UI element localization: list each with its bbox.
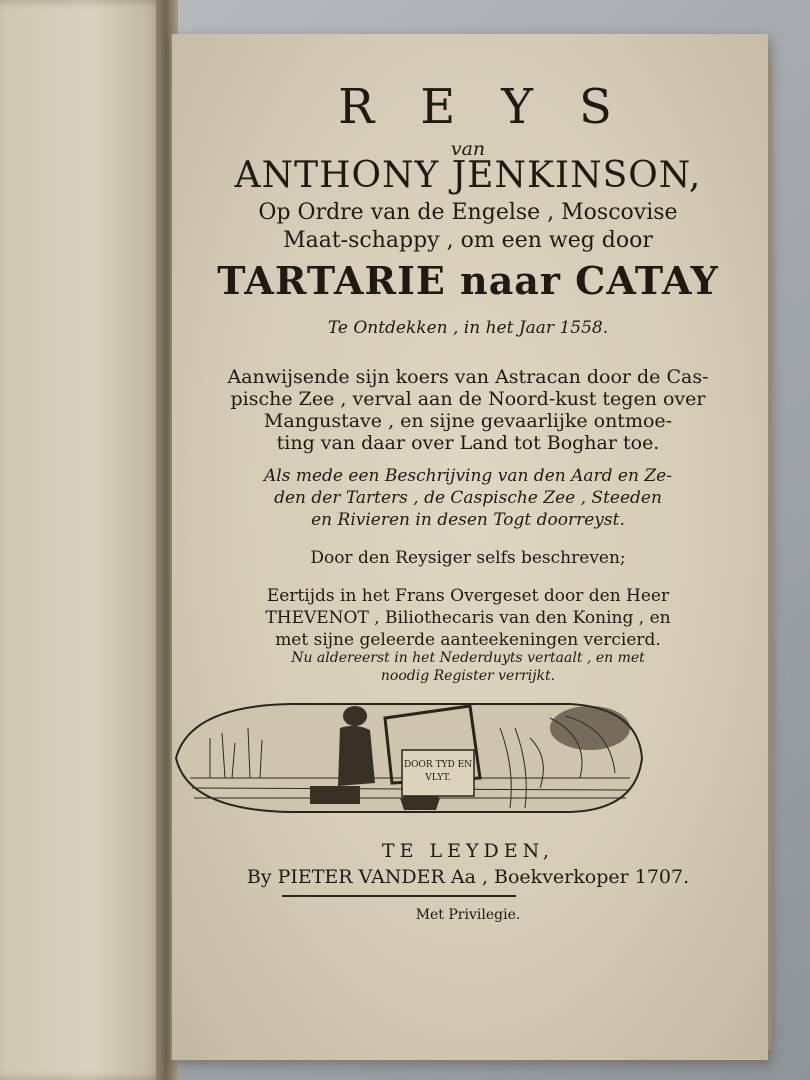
description-line: pische Zee , verval aan de Noord-kust tegen over <box>230 388 706 410</box>
engraving-motto-line: VLYT. <box>425 773 451 783</box>
author-note-line: Door den Reysiger selfs beschreven; <box>310 548 626 568</box>
printer-device-engraving <box>170 698 646 818</box>
dutch-edition-line: Nu aldereerst in het Nederduyts vertaalt , en met <box>291 650 645 666</box>
als-mede-line: den der Tarters , de Caspische Zee , Steeden <box>274 488 662 508</box>
description-line: ting van daar over Land tot Boghar toe. <box>276 432 660 454</box>
translation-line: Eertijds in het Frans Overgeset door den Heer <box>266 586 670 606</box>
imprint-city: TE LEYDEN, <box>381 840 555 862</box>
dutch-edition-line: noodig Register verrijkt. <box>380 668 556 684</box>
engraving-motto-line: DOOR TYD EN <box>403 760 473 770</box>
order-line-2: Maat-schappy , om een weg door <box>283 228 653 253</box>
imprint-printer: By PIETER VANDER Aa , Boekverkoper 1707. <box>246 866 690 888</box>
left-blank-page <box>0 0 168 1080</box>
als-mede-line: en Rivieren in desen Togt doorreyst. <box>311 510 625 530</box>
privilege-line: Met Privilegie. <box>415 907 521 923</box>
order-line-1: Op Ordre van de Engelse , Moscovise <box>258 200 678 225</box>
translation-line: THEVENOT , Biliothecaris van den Koning , en <box>265 608 671 628</box>
author-name: ANTHONY JENKINSON, <box>234 155 702 196</box>
description-line: Aanwijsende sijn koers van Astracan door de Cas- <box>227 366 709 388</box>
imprint-rule <box>282 895 516 897</box>
als-mede-line: Als mede een Beschrijving van den Aard en Ze- <box>264 466 672 486</box>
translation-line: met sijne geleerde aanteekeningen vercierd. <box>275 630 661 650</box>
description-line: Mangustave , en sijne gevaarlijke ontmoe- <box>263 410 673 432</box>
van-line: van <box>450 138 486 160</box>
discovery-year-line: Te Ontdekken , in het Jaar 1558. <box>327 318 609 338</box>
destination-line: TARTARIE naar CATAY <box>217 258 719 303</box>
book-title: REYS <box>338 79 658 135</box>
